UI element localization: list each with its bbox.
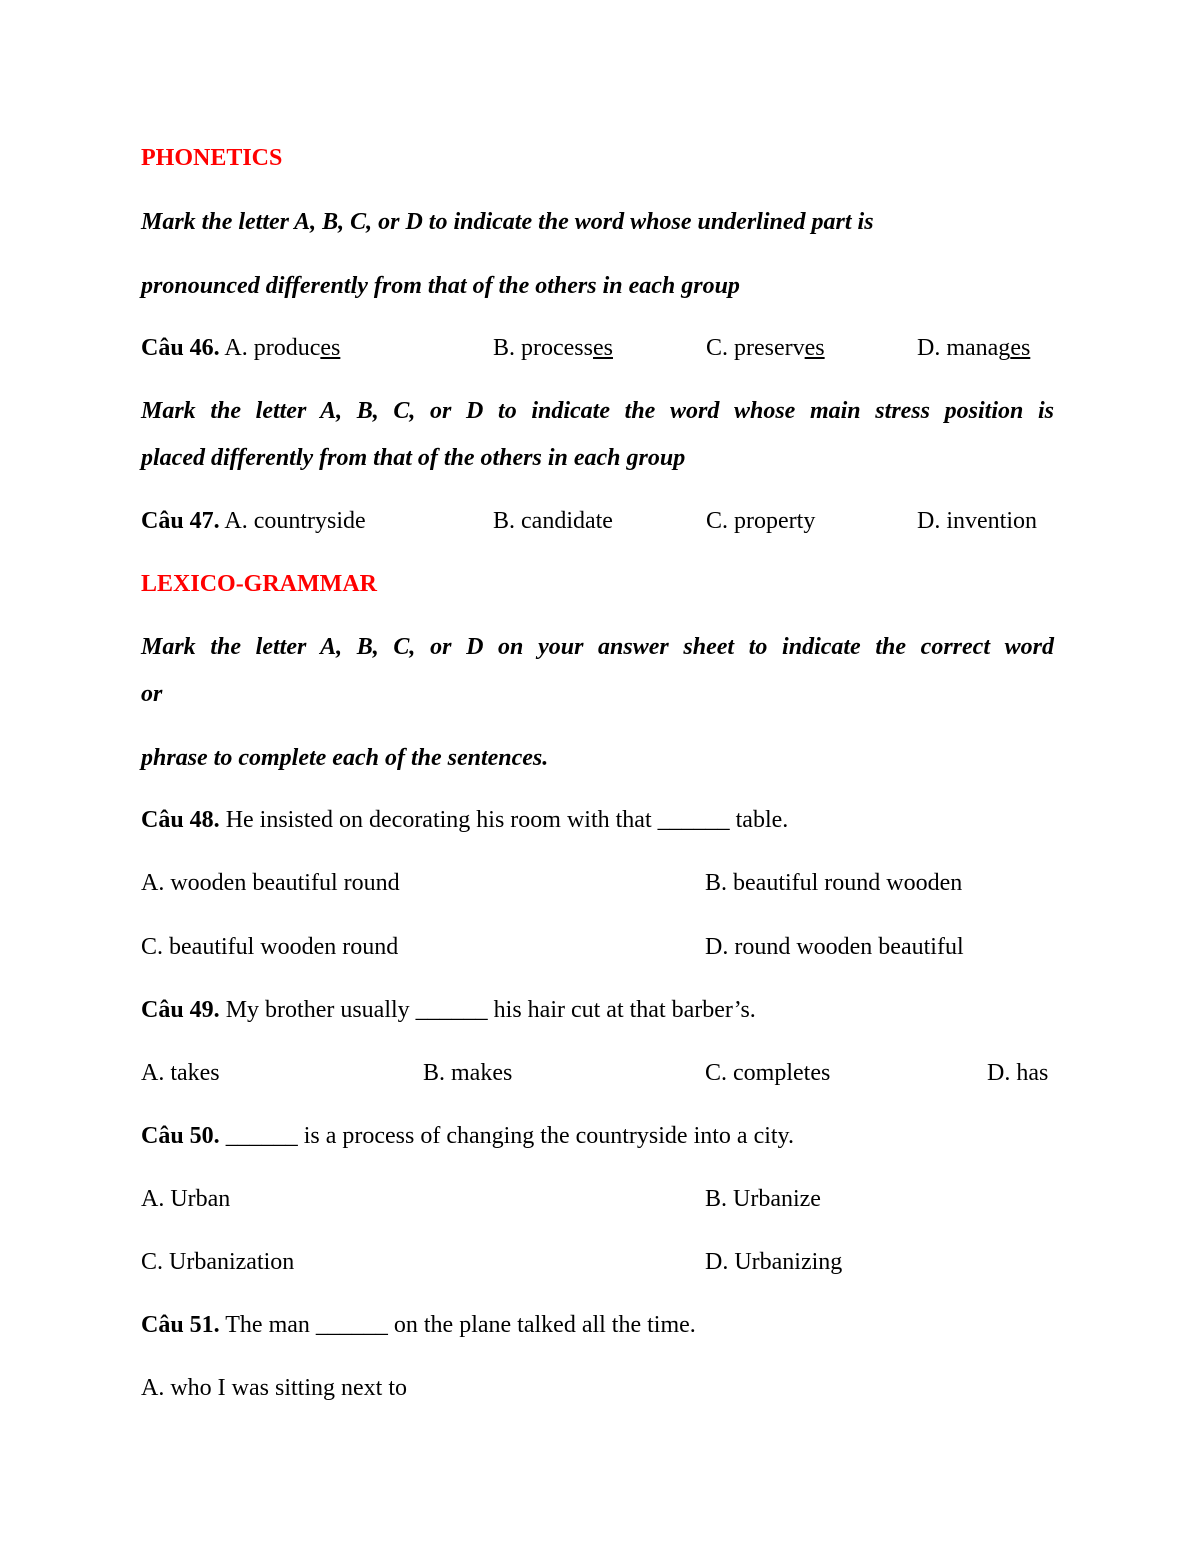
question-47 bbox=[141, 506, 366, 536]
q50-option-a: A. Urban bbox=[141, 1186, 231, 1212]
instruction-lexico-line3: phrase to complete each of the sentences. bbox=[141, 745, 549, 771]
instruction-lexico-line2: or bbox=[141, 681, 163, 707]
instruction-pronunciation-line1: Mark the letter A, B, C, or D to indicate the word whose underlined part is bbox=[141, 209, 874, 235]
question-number: Câu 46. bbox=[141, 335, 220, 361]
q47-option-d: D. invention bbox=[917, 508, 1037, 534]
q48-option-c: C. beautiful wooden round bbox=[141, 934, 399, 960]
question-number: Câu 48. bbox=[141, 807, 220, 833]
q46-option-c: C. preserves bbox=[706, 335, 825, 361]
question-46 bbox=[141, 333, 340, 363]
instruction-stress-line1: Mark the letter A, B, C, or D to indicate the word whose main stress position is bbox=[141, 398, 1054, 424]
q46-option-d: D. manages bbox=[917, 335, 1031, 361]
question-49 bbox=[141, 995, 756, 1025]
question-number: Câu 49. bbox=[141, 997, 220, 1023]
question-text: My brother usually ______ his hair cut at that barber’s. bbox=[219, 997, 756, 1023]
instruction-pronunciation-line2: pronounced differently from that of the others in each group bbox=[141, 273, 740, 299]
question-number: Câu 50. bbox=[141, 1123, 220, 1149]
instruction-lexico-line1: Mark the letter A, B, C, or D on your answer sheet to indicate the correct word bbox=[141, 634, 1054, 660]
q48-option-b: B. beautiful round wooden bbox=[705, 870, 963, 896]
q49-option-d: D. has bbox=[987, 1060, 1049, 1086]
question-48 bbox=[141, 805, 788, 835]
q50-option-c: C. Urbanization bbox=[141, 1249, 295, 1275]
question-50 bbox=[141, 1121, 794, 1151]
q49-option-b: B. makes bbox=[423, 1060, 513, 1086]
q47-option-c: C. property bbox=[706, 508, 816, 534]
q48-option-a: A. wooden beautiful round bbox=[141, 870, 400, 896]
question-number: Câu 47. bbox=[141, 508, 220, 534]
q49-option-c: C. completes bbox=[705, 1060, 831, 1086]
question-text: He insisted on decorating his room with that ______ table. bbox=[219, 807, 789, 833]
instruction-stress-line2: placed differently from that of the others in each group bbox=[141, 445, 686, 471]
q47-option-b: B. candidate bbox=[493, 508, 613, 534]
q48-option-d: D. round wooden beautiful bbox=[705, 934, 964, 960]
section-heading-phonetics: PHONETICS bbox=[141, 145, 283, 171]
question-51 bbox=[141, 1310, 696, 1340]
q46-option-b: B. processes bbox=[493, 335, 613, 361]
option-a: A. produces bbox=[224, 335, 341, 361]
q49-option-a: A. takes bbox=[141, 1060, 220, 1086]
q50-option-b: B. Urbanize bbox=[705, 1186, 821, 1212]
q50-option-d: D. Urbanizing bbox=[705, 1249, 843, 1275]
question-number: Câu 51. bbox=[141, 1312, 220, 1338]
q51-option-a: A. who I was sitting next to bbox=[141, 1375, 407, 1401]
option-a: A. countryside bbox=[224, 508, 366, 534]
section-heading-lexico-grammar: LEXICO-GRAMMAR bbox=[141, 571, 377, 597]
question-text: The man ______ on the plane talked all the time. bbox=[219, 1312, 696, 1338]
question-text: ______ is a process of changing the countryside into a city. bbox=[219, 1123, 794, 1149]
